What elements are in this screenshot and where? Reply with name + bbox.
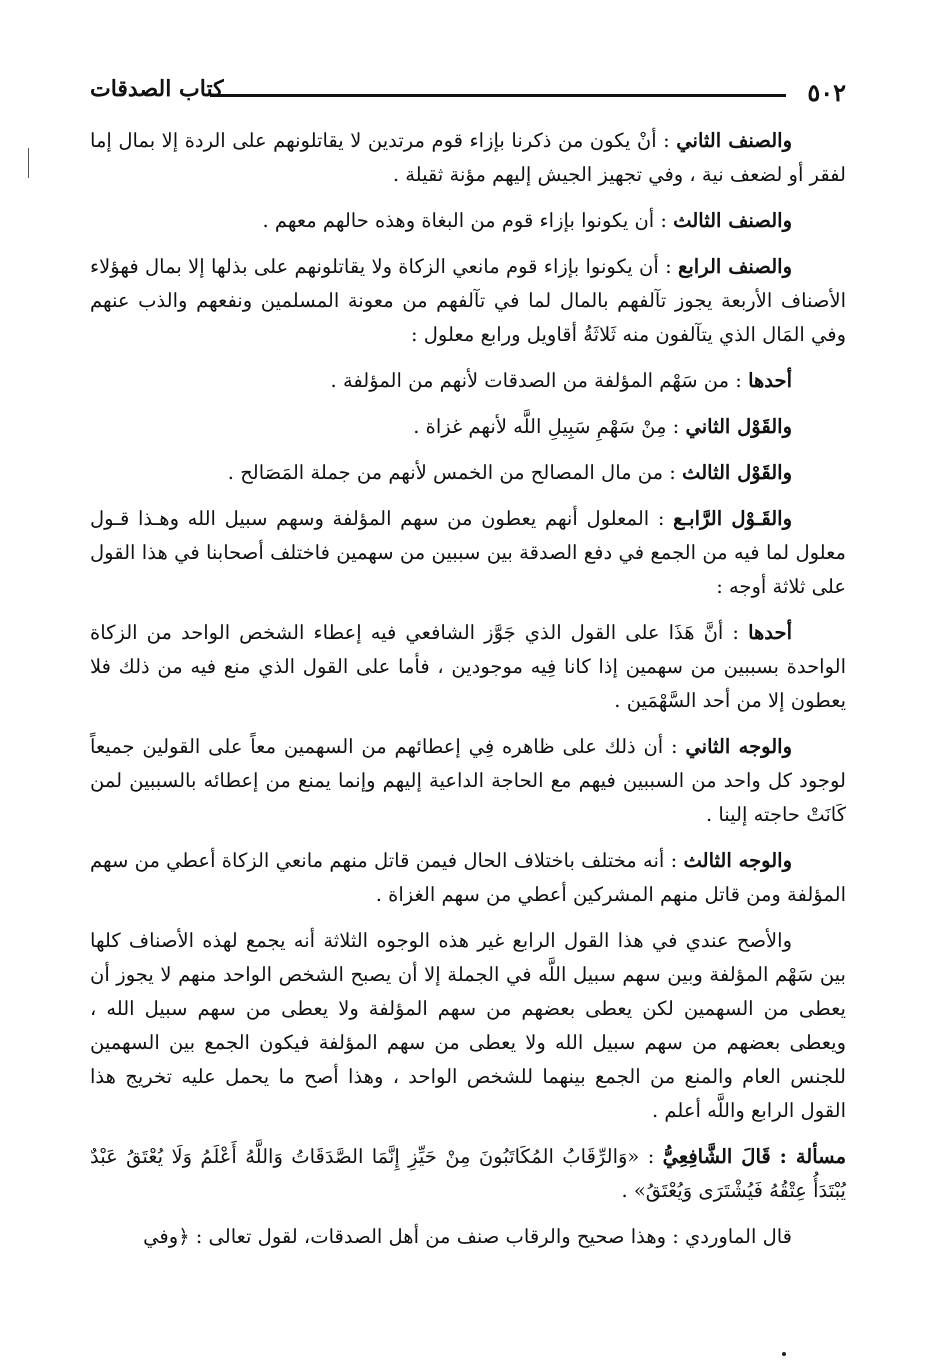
paragraph-lead: والصنف الثاني — [676, 129, 792, 152]
book-title: كتاب الصدقات — [90, 76, 224, 102]
shafii-quote: : «وَالرِّقَابُ المُكَاتَبُونَ مِنْ حَيِّزِ إِنَّمَا الصَّدَقَاتُ وَاللَّهُ أَعْلَمُ وَلَا يُعْتَقُ عَبْدٌ يُبْتَدَأُ عِتْقُهُ فَيُشْتَرَى وَيُعْتَقُ» . — [90, 1145, 846, 1202]
paragraph-text: : أن ذلك على ظاهره فِي إعطائهم من السهمين معاً على القولين جميعاً لوجود كل واحد من السببين فيهم مع الحاجة الداعية إليهم وإنما يمنع من إعطائه بالسببين لمن كَانَتْ حاجته إلينا . — [90, 735, 846, 826]
page-body — [90, 124, 846, 1254]
paragraph-opinion-fourth — [90, 502, 846, 604]
paragraph-text: قال الماوردي : وهذا صحيح والرقاب صنف من أهل الصدقات، لقول تعالى : ﴿وفي — [143, 1225, 792, 1248]
page-number: ٥٠٢ — [807, 78, 846, 107]
paragraph-opinion-first — [90, 364, 846, 398]
paragraph-text: : أنه مختلف باختلاف الحال فيمن قاتل منهم مانعي الزكاة أعطي من سهم المؤلفة ومن قاتل منهم المشركين أعطي من سهم الغزاة . — [90, 849, 846, 906]
paragraph-lead: والقَوْل الثالث — [682, 461, 792, 484]
paragraph-lead: أحدها — [748, 621, 792, 644]
paragraph-lead: والقَـوْل الرَّابـع — [673, 507, 792, 530]
paragraph-fourth-category — [90, 250, 846, 352]
paragraph-text: والأصح عندي في هذا القول الرابع غير هذه الوجوه الثلاثة أنه يجمع لهذه الأصناف كلها بين سَهْم المؤلفة وبين سهم سبيل اللَّه في الجملة إلا أن يصبح الشخص الواحد منهم لا يجوز أن يعطى من السهمين لكن يعطى بعضهم من سهم المؤلفة ولا يعطى من سهم سبيل الله ، ويعطى بعضهم من سهم سبيل الله ولا يعطى من سهم المؤلفة فيكون الجمع بين السهمين للجنس العام والمنع من الجمع بينهما للشخص الواحد ، وهذا أصح ما يحمل عليه تخريج هذا القول الرابع واللَّه أعلم . — [90, 929, 846, 1122]
paragraph-text: : مِنْ سَهْمِ سَبِيلِ اللَّه لأنهم غزاة . — [413, 415, 680, 438]
paragraph-opinion-second — [90, 410, 846, 444]
paragraph-lead: أحدها — [748, 369, 792, 392]
document-page — [90, 70, 846, 1266]
paragraph-text: : من سَهْم المؤلفة من الصدقات لأنهم من المؤلفة . — [330, 369, 742, 392]
paragraph-aspect-first — [90, 616, 846, 718]
paragraph-lead: والصنف الرابع — [677, 255, 792, 278]
paragraph-third-category — [90, 204, 846, 238]
paragraph-text: : من مال المصالح من الخمس لأنهم من جملة المَصَالح . — [227, 461, 676, 484]
masala-heading: مسألة : قَالَ الشَّافِعِيُّ — [662, 1145, 847, 1168]
paragraph-lead: والوجه الثاني — [685, 735, 792, 758]
paragraph-mawardi — [90, 1220, 846, 1254]
margin-line — [28, 148, 29, 178]
paragraph-lead: والوجه الثالث — [683, 849, 793, 872]
page-dot — [782, 1352, 786, 1356]
page-header — [90, 70, 846, 114]
paragraph-text: : أنْ يكون من ذكرنا بإزاء قوم مرتدين لا يقاتلونهم على الردة إلا بمال إما لفقر أو لضعف نية ، وفي تجهيز الجيش إليهم مؤنة ثقيلة . — [90, 129, 846, 186]
paragraph-second-category — [90, 124, 846, 192]
header-rule — [210, 94, 786, 97]
paragraph-lead: والصنف الثالث — [673, 209, 792, 232]
paragraph-author-opinion — [90, 924, 846, 1128]
paragraph-opinion-third — [90, 456, 846, 490]
paragraph-text: : أنَّ هَذَا على القول الذي جَوَّز الشافعي فيه إعطاء الشخص الواحد من الزكاة الواحدة بسببين من سهمين إذا كانا فِيه موجودين ، فأما على القول الذي منع فيه من ذلك فلا يعطون إلا من أحد السَّهْمَين . — [90, 621, 846, 712]
paragraph-aspect-second — [90, 730, 846, 832]
paragraph-aspect-third — [90, 844, 846, 912]
paragraph-lead: والقَوْل الثاني — [685, 415, 792, 438]
paragraph-text: : المعلول أنهم يعطون من سهم المؤلفة وسهم سبيل الله وهـذا قـول معلول لما فيه من الجمع في دفع الصدقة بين سببين من سهمين فاختلف أصحابنا في هذا القول على ثلاثة أوجه : — [90, 507, 846, 598]
paragraph-text: : أن يكونوا بإزاء قوم من البغاة وهذه حالهم معهم . — [262, 209, 667, 232]
paragraph-masala — [90, 1140, 846, 1208]
paragraph-text: : أن يكونوا بإزاء قوم مانعي الزكاة ولا يقاتلونهم على بذلها إلا بمال فهؤلاء الأصناف الأربعة يجوز تآلفهم بالمال لما في تآلفهم من معونة المسلمين ونفعهم والذب عنهم وفي المَال الذي يتآلفون منه ثَلاثَةُ أقاويل ورابع معلول : — [90, 255, 846, 346]
